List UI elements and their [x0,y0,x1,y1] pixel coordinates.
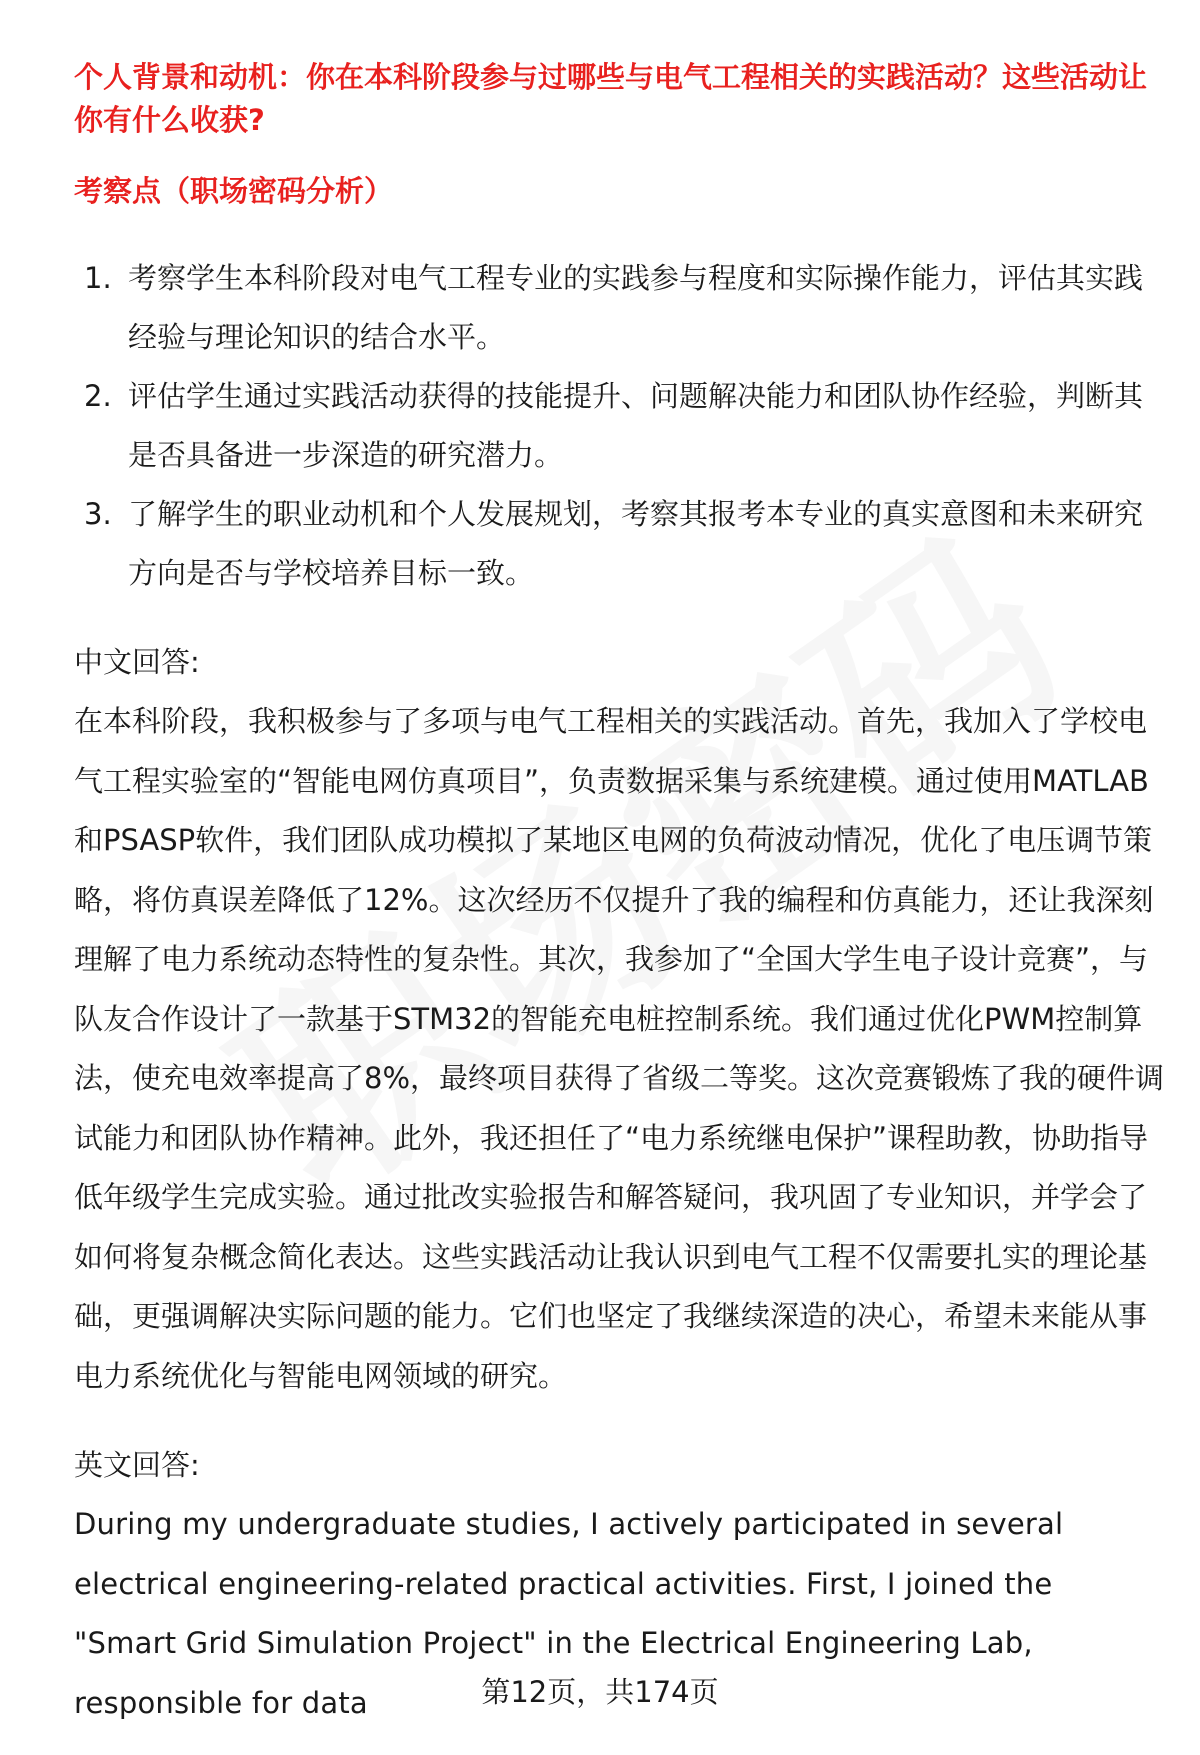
list-item [74,249,1164,367]
assessment-title: 考察点（职场密码分析） [74,174,394,208]
page-number-footer: 第12页，共174页 [481,1675,719,1709]
list-item-number: 2. [84,379,112,413]
list-item-number: 3. [84,497,112,531]
assessment-list [74,249,1164,603]
chinese-answer-text: 在本科阶段，我积极参与了多项与电气工程相关的实践活动。首先，我加入了学校电气工程实验室的“智能电网仿真项目”，负责数据采集与系统建模。通过使用MATLAB和PSASP软件，我们团队成功模拟了某地区电网的负荷波动情况，优化了电压调节策略，将仿真误差降低了12%。这次经历不仅提升了我的编程和仿真能力，还让我深刻理解了电力系统动态特性的复杂性。其次，我参加了“全国大学生电子设计竞赛”，与队友合作设计了一款基于STM32的智能充电桩控制系统。我们通过优化PWM控制算法，使充电效率提高了8%，最终项目获得了省级二等奖。这次竞赛锻炼了我的硬件调试能力和团队协作精神。此外，我还担任了“电力系统继电保护”课程助教，协助指导低年级学生完成实验。通过批改实验报告和解答疑问，我巩固了专业知识，并学会了如何将复杂概念简化表达。这些实践活动让我认识到电气工程不仅需要扎实的理论基础，更强调解决实际问题的能力。它们也坚定了我继续深造的决心，希望未来能从事电力系统优化与智能电网领域的研究。 [74,704,1165,1393]
english-answer-text: During my undergraduate studies, I actively participated in several electrical engineering-related practical activities. First, I joined the "Smart Grid Simulation Project" in the Electrical Engineering Lab, responsible for data [74,1507,1064,1720]
list-item-text: 了解学生的职业动机和个人发展规划，考察其报考本专业的真实意图和未来研究方向是否与学校培养目标一致。 [128,497,1144,590]
list-item [74,367,1164,485]
chinese-answer-label: 中文回答: [74,645,200,679]
question-heading: 个人背景和动机：你在本科阶段参与过哪些与电气工程相关的实践活动？这些活动让你有什么收获? [74,60,1148,137]
list-item-text: 评估学生通过实践活动获得的技能提升、问题解决能力和团队协作经验，判断其是否具备进一步深造的研究潜力。 [128,379,1144,472]
list-item [74,485,1164,603]
list-item-number: 1. [84,261,112,295]
english-answer-label: 英文回答: [74,1448,200,1482]
document-page [74,56,1164,1733]
list-item-text: 考察学生本科阶段对电气工程专业的实践参与程度和实际操作能力，评估其实践经验与理论知识的结合水平。 [128,261,1144,354]
